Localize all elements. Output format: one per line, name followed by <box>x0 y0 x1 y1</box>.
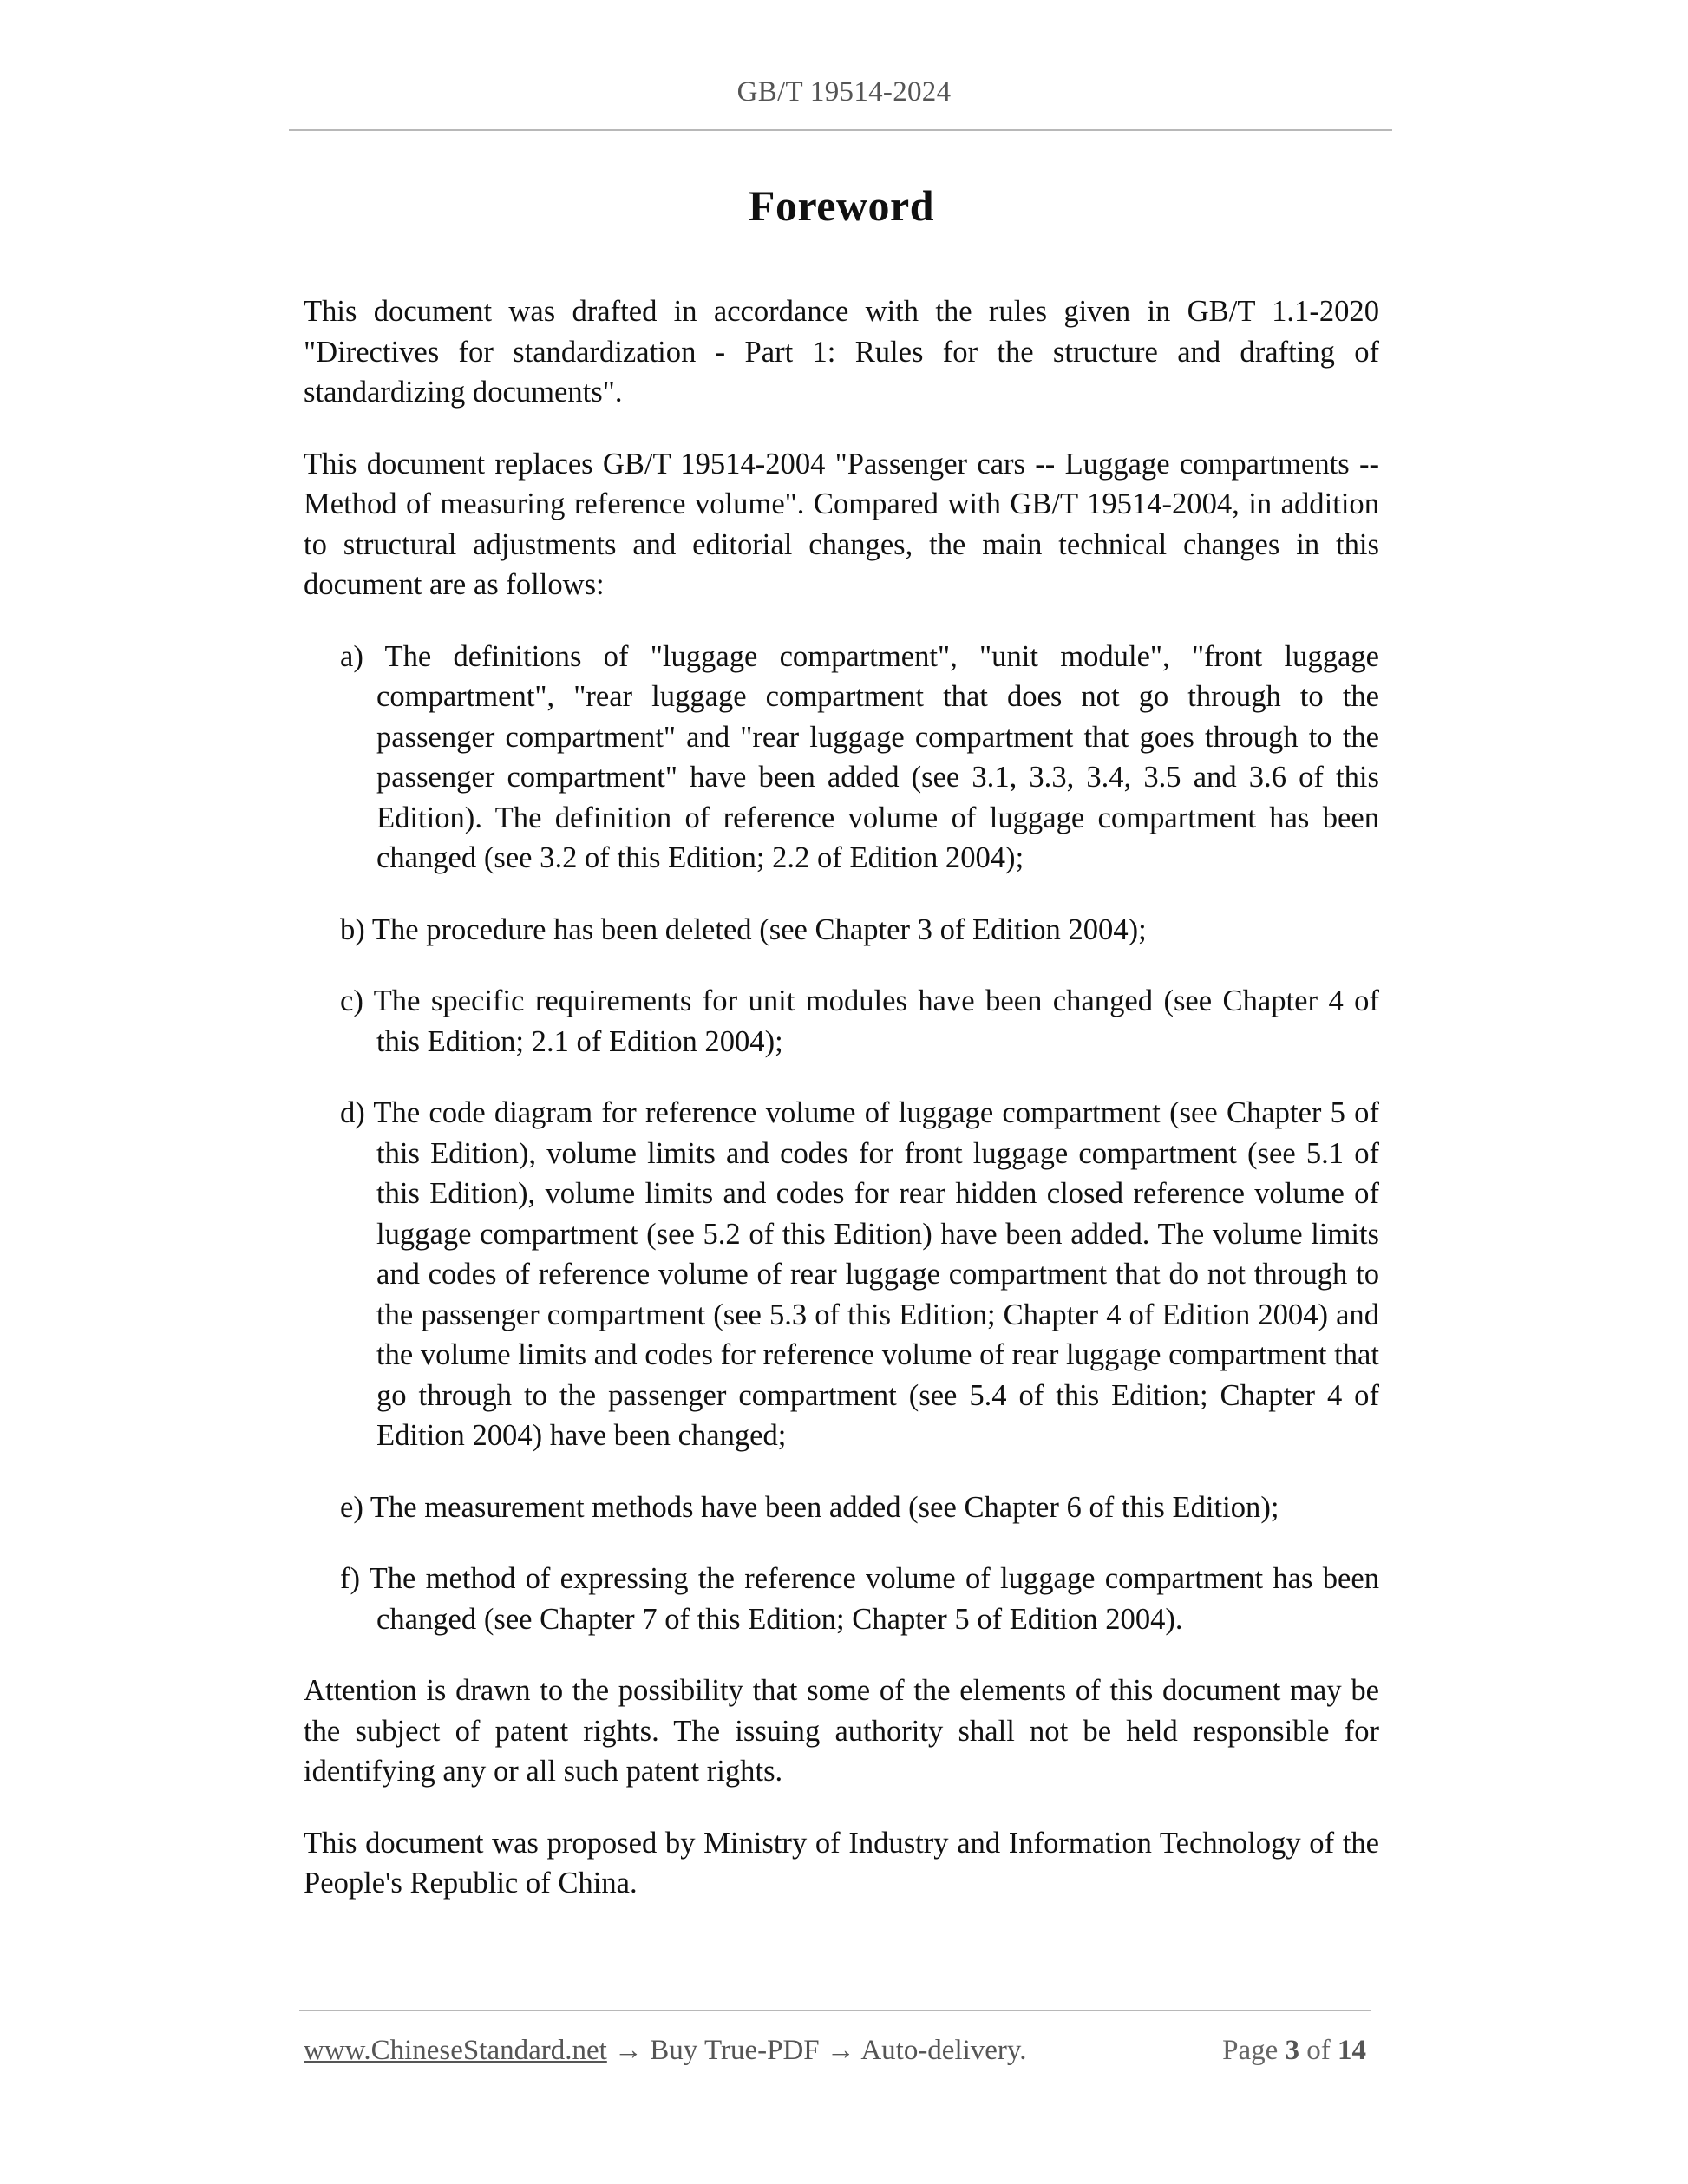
list-item: e) The measurement methods have been added (see Chapter 6 of this Edition); <box>340 1490 1279 1524</box>
footer-promo <box>304 2030 1027 2070</box>
list-item: f) The method of expressing the reference volume of luggage compartment has been changed (see Chapter 7 of this Edition; Chapter 5 of Edition 2004). <box>340 1562 1379 1636</box>
buy-pdf-text: Buy True-PDF <box>650 2035 820 2066</box>
page-title: Foreword <box>748 181 935 230</box>
footer-divider <box>299 2010 1371 2011</box>
auto-delivery-text: Auto-delivery. <box>860 2035 1027 2066</box>
header-divider <box>289 129 1392 131</box>
page-of-label: of <box>1306 2035 1331 2066</box>
list-item: b) The procedure has been deleted (see Chapter 3 of Edition 2004); <box>340 912 1147 946</box>
page-number <box>1201 2030 1366 2070</box>
paragraph-patent-notice: Attention is drawn to the possibility that some of the elements of this document may be the subject of patent rights. The issuing authority shall not be held responsible for identifying any or all such patent rights. <box>304 1674 1379 1788</box>
page-total: 14 <box>1338 2035 1366 2066</box>
paragraph-drafting-rules: This document was drafted in accordance with the rules given in GB/T 1.1-2020 "Directives for standardization - Part 1: Rules for the structure and drafting of standardizing documents". <box>304 295 1379 409</box>
arrow-right-icon: → <box>614 2035 644 2066</box>
technical-changes-list <box>304 637 1379 1640</box>
page-body <box>304 173 1379 1935</box>
arrow-right-icon: → <box>826 2035 855 2066</box>
running-header: GB/T 19514-2024 <box>736 76 952 108</box>
list-item: d) The code diagram for reference volume of luggage compartment (see Chapter 5 of this Edition), volume limits and codes for front luggage compartment (see 5.1 of this Edition), volume limits and codes for rear hidden closed reference volume of luggage compartment (see 5.2 of this Edition) have been added. The volume limits and codes of reference volume of rear luggage compartment that do not through to the passenger compartment (see 5.3 of this Edition; Chapter 4 of Edition 2004) and the volume limits and codes for reference volume of rear luggage compartment that go through to the passenger compartment (see 5.4 of this Edition; Chapter 4 of Edition 2004) have been changed; <box>340 1096 1380 1452</box>
paragraph-proposer: This document was proposed by Ministry of Industry and Information Technology of the People's Republic of China. <box>304 1826 1379 1900</box>
list-item: c) The specific requirements for unit modules have been changed (see Chapter 4 of this Edition; 2.1 of Edition 2004); <box>340 984 1379 1058</box>
paragraph-replacement: This document replaces GB/T 19514-2004 "Passenger cars -- Luggage compartments -- Method of measuring reference volume". Compared with GB/T 19514-2004, in addition to structural adjustments and editorial changes, the main technical changes in this document are as follows: <box>304 447 1379 601</box>
page-label: Page <box>1222 2035 1279 2066</box>
list-item: a) The definitions of "luggage compartment", "unit module", "front luggage compartment", "rear luggage compartment that does not go through to the passenger compartment" and "rear luggage compartment that goes through to the passenger compartment" have been added (see 3.1, 3.3, 3.4, 3.5 and 3.6 of this Edition). The definition of reference volume of luggage compartment has been changed (see 3.2 of this Edition; 2.2 of Edition 2004); <box>340 639 1379 874</box>
website-link[interactable]: www.ChineseStandard.net <box>304 2035 607 2066</box>
page-current: 3 <box>1285 2035 1299 2066</box>
